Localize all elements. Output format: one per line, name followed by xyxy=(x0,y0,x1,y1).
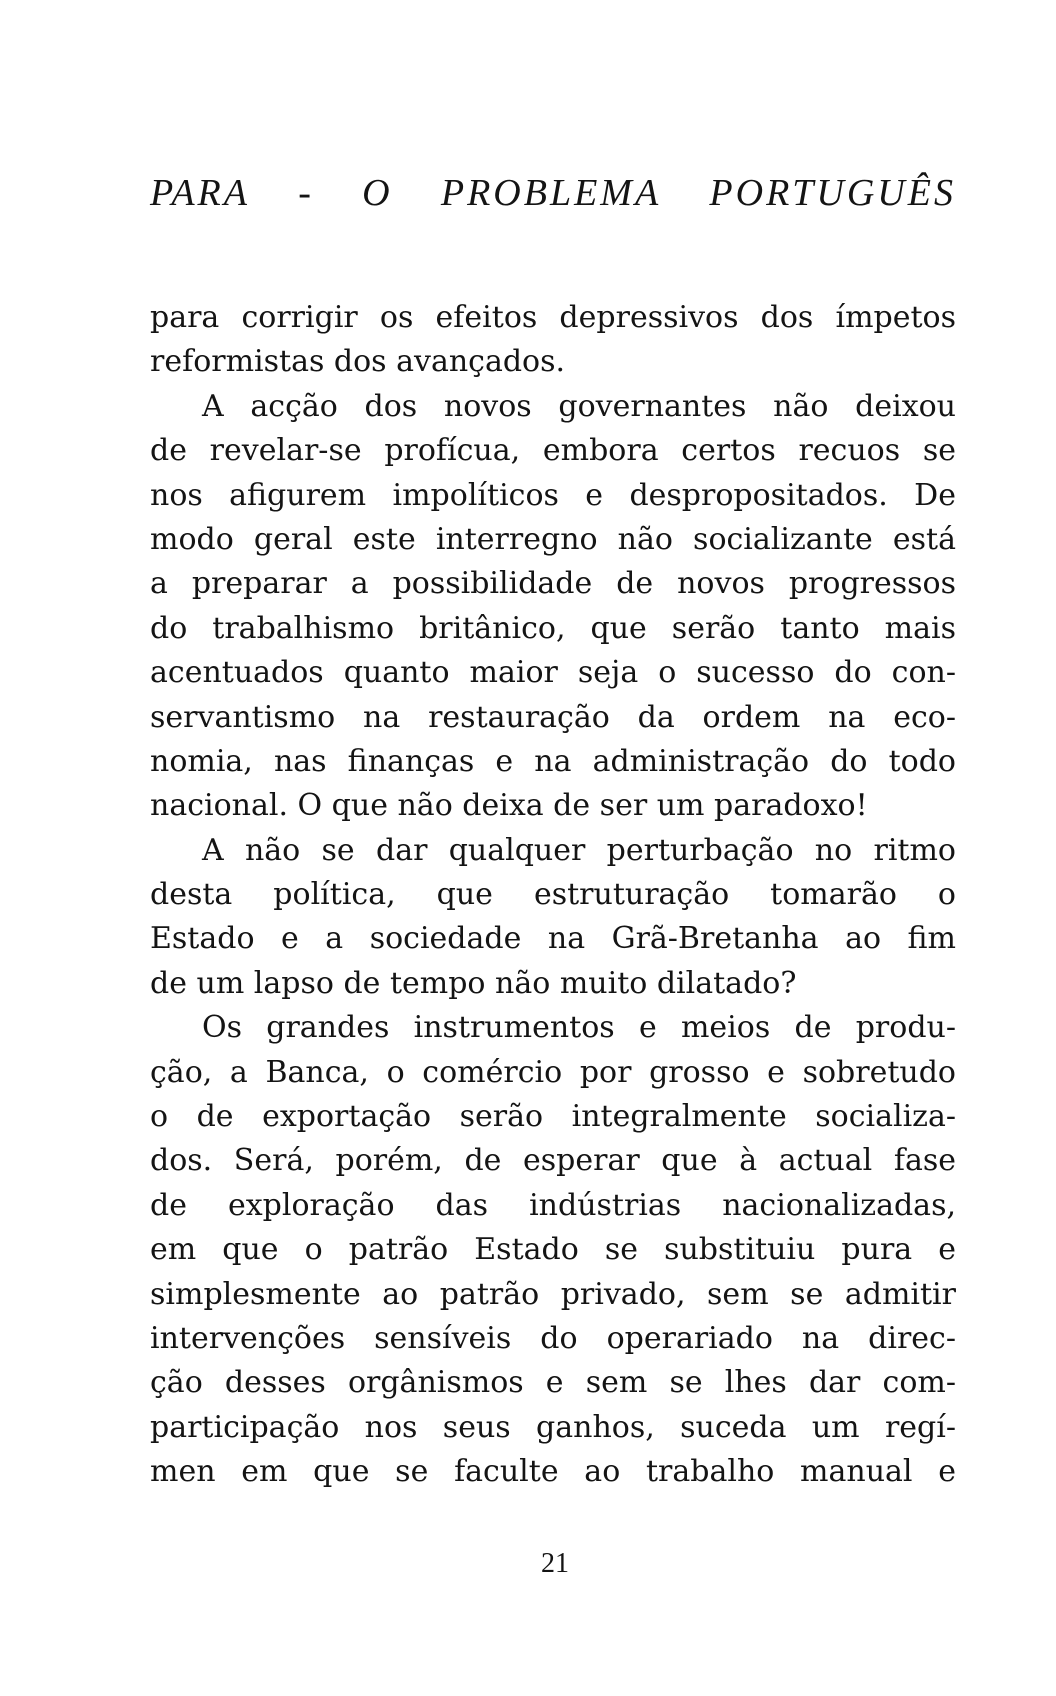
text-line: a preparar a possibilidade de novos progressos xyxy=(150,566,956,602)
text-line: de revelar-se profícua, embora certos recuos se xyxy=(150,433,956,469)
running-head-word: PROBLEMA xyxy=(440,172,662,214)
text-line: Os grandes instrumentos e meios de produ- xyxy=(202,1010,956,1046)
text-line: participação nos seus ganhos, suceda um regí- xyxy=(150,1409,956,1445)
text-line: para corrigir os efeitos depressivos dos ímpetos xyxy=(150,300,956,335)
text-line: desta política, que estruturação tomarão o xyxy=(150,877,956,913)
text-line: modo geral este interregno não socializante está xyxy=(150,521,956,557)
text-line: nomia, nas finanças e na administração do todo xyxy=(150,743,956,779)
text-line: Estado e a sociedade na Grã-Bretanha ao fim xyxy=(150,921,956,957)
running-head-word: PORTUGUÊS xyxy=(709,172,956,214)
running-head-word: O xyxy=(362,172,393,214)
text-line: acentuados quanto maior seja o sucesso do con- xyxy=(150,655,956,691)
text-line: men em que se faculte ao trabalho manual e xyxy=(150,1454,956,1490)
text-line: A não se dar qualquer perturbação no ritmo xyxy=(202,832,956,868)
text-line: nacional. O que não deixa de ser um paradoxo! xyxy=(150,788,868,824)
text-line: servantismo na restauração da ordem na eco- xyxy=(150,699,956,735)
running-head-word: - xyxy=(298,172,314,214)
text-line: ção, a Banca, o comércio por grosso e sobretudo xyxy=(150,1054,956,1090)
text-line: intervenções sensíveis do operariado na direc- xyxy=(150,1320,956,1356)
running-head xyxy=(150,170,956,216)
text-line: o de exportação serão integralmente socializa- xyxy=(150,1099,956,1135)
text-line: dos. Será, porém, de esperar que à actual fase xyxy=(150,1143,956,1179)
running-head-word: PARA xyxy=(150,172,250,214)
page-number: 21 xyxy=(541,1548,569,1579)
text-line: A acção dos novos governantes não deixou xyxy=(202,388,956,424)
text-line: simplesmente ao patrão privado, sem se admitir xyxy=(150,1276,956,1312)
text-line: de exploração das indústrias nacionalizadas, xyxy=(150,1187,956,1223)
text-line: reformistas dos avançados. xyxy=(150,344,566,380)
text-line: ção desses orgânismos e sem se lhes dar com- xyxy=(150,1365,956,1401)
text-line: nos afigurem impolíticos e despropositados. De xyxy=(150,477,956,513)
text-line: de um lapso de tempo não muito dilatado? xyxy=(150,965,797,1001)
text-line: em que o patrão Estado se substituiu pura e xyxy=(150,1232,956,1268)
body-text xyxy=(150,296,956,1495)
text-line: do trabalhismo britânico, que serão tanto mais xyxy=(150,610,956,646)
